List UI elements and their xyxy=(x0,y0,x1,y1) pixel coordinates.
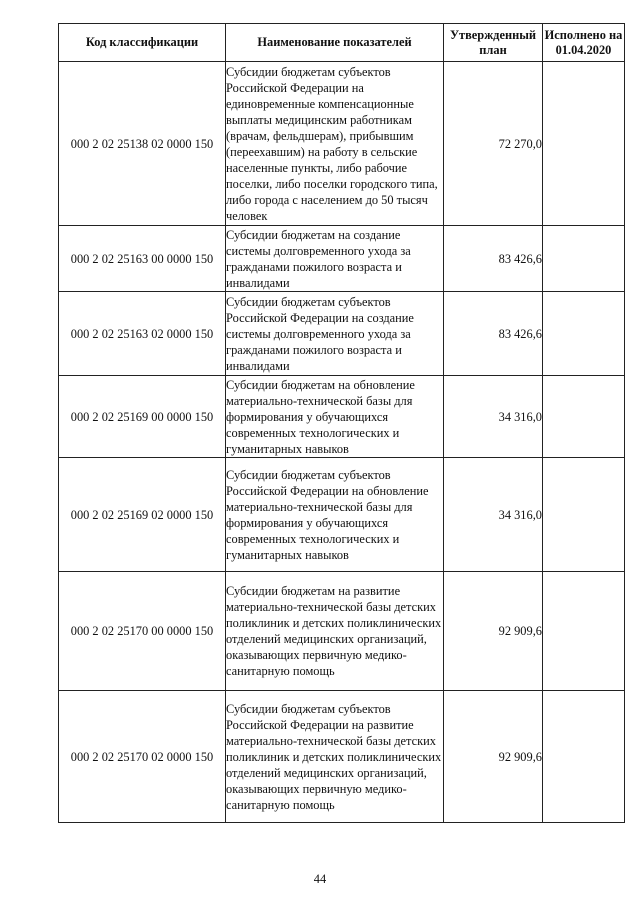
approved-plan-value: 83 426,6 xyxy=(444,226,543,292)
executed-value xyxy=(543,62,625,226)
approved-plan-value: 83 426,6 xyxy=(444,292,543,376)
approved-plan-value: 72 270,0 xyxy=(444,62,543,226)
header-name: Наименование показателей xyxy=(226,24,444,62)
header-code: Код классификации xyxy=(59,24,226,62)
classification-code: 000 2 02 25169 02 0000 150 xyxy=(59,458,226,572)
classification-code: 000 2 02 25170 02 0000 150 xyxy=(59,691,226,823)
executed-value xyxy=(543,292,625,376)
approved-plan-value: 34 316,0 xyxy=(444,458,543,572)
executed-value xyxy=(543,691,625,823)
classification-code: 000 2 02 25169 00 0000 150 xyxy=(59,376,226,458)
approved-plan-value: 92 909,6 xyxy=(444,691,543,823)
page-number: 44 xyxy=(313,872,327,886)
executed-value xyxy=(543,572,625,691)
budget-table xyxy=(58,23,625,823)
indicator-name: Субсидии бюджетам субъектов Российской Федерации на создание системы долговременного ухода за гражданами пожилого возраста и инвалидами xyxy=(226,292,444,376)
indicator-name: Субсидии бюджетам субъектов Российской Федерации на единовременные компенсационные выплаты медицинским работникам (врачам, фельдшерам), прибывшим (переехавшим) на работу в сельские населенные пункты, либо рабочие поселки, либо поселки городского типа, либо города с населением до 50 тысяч человек xyxy=(226,62,444,226)
table-row xyxy=(59,376,625,458)
approved-plan-value: 34 316,0 xyxy=(444,376,543,458)
indicator-name: Субсидии бюджетам субъектов Российской Федерации на обновление материально-технической базы для формирования у обучающихся современных технологических и гуманитарных навыков xyxy=(226,458,444,572)
header-plan: Утвержденный план xyxy=(444,24,543,62)
indicator-name: Субсидии бюджетам на развитие материально-технической базы детских поликлиник и детских поликлинических отделений медицинских организаций, оказывающих первичную медико-санитарную помощь xyxy=(226,572,444,691)
executed-value xyxy=(543,226,625,292)
indicator-name: Субсидии бюджетам на обновление материально-технической базы для формирования у обучающихся современных технологических и гуманитарных навыков xyxy=(226,376,444,458)
table-row xyxy=(59,226,625,292)
executed-value xyxy=(543,376,625,458)
indicator-name: Субсидии бюджетам субъектов Российской Федерации на развитие материально-технической базы детских поликлиник и детских поликлинических отделений медицинских организаций, оказывающих первичную медико-санитарную помощь xyxy=(226,691,444,823)
classification-code: 000 2 02 25163 02 0000 150 xyxy=(59,292,226,376)
indicator-name: Субсидии бюджетам на создание системы долговременного ухода за гражданами пожилого возраста и инвалидами xyxy=(226,226,444,292)
executed-value xyxy=(543,458,625,572)
table-row xyxy=(59,691,625,823)
approved-plan-value: 92 909,6 xyxy=(444,572,543,691)
table-row xyxy=(59,62,625,226)
classification-code: 000 2 02 25163 00 0000 150 xyxy=(59,226,226,292)
table-row xyxy=(59,292,625,376)
classification-code: 000 2 02 25138 02 0000 150 xyxy=(59,62,226,226)
table-header-row xyxy=(59,24,625,62)
classification-code: 000 2 02 25170 00 0000 150 xyxy=(59,572,226,691)
table-row xyxy=(59,458,625,572)
header-done: Исполнено на 01.04.2020 xyxy=(543,24,625,62)
table-row xyxy=(59,572,625,691)
